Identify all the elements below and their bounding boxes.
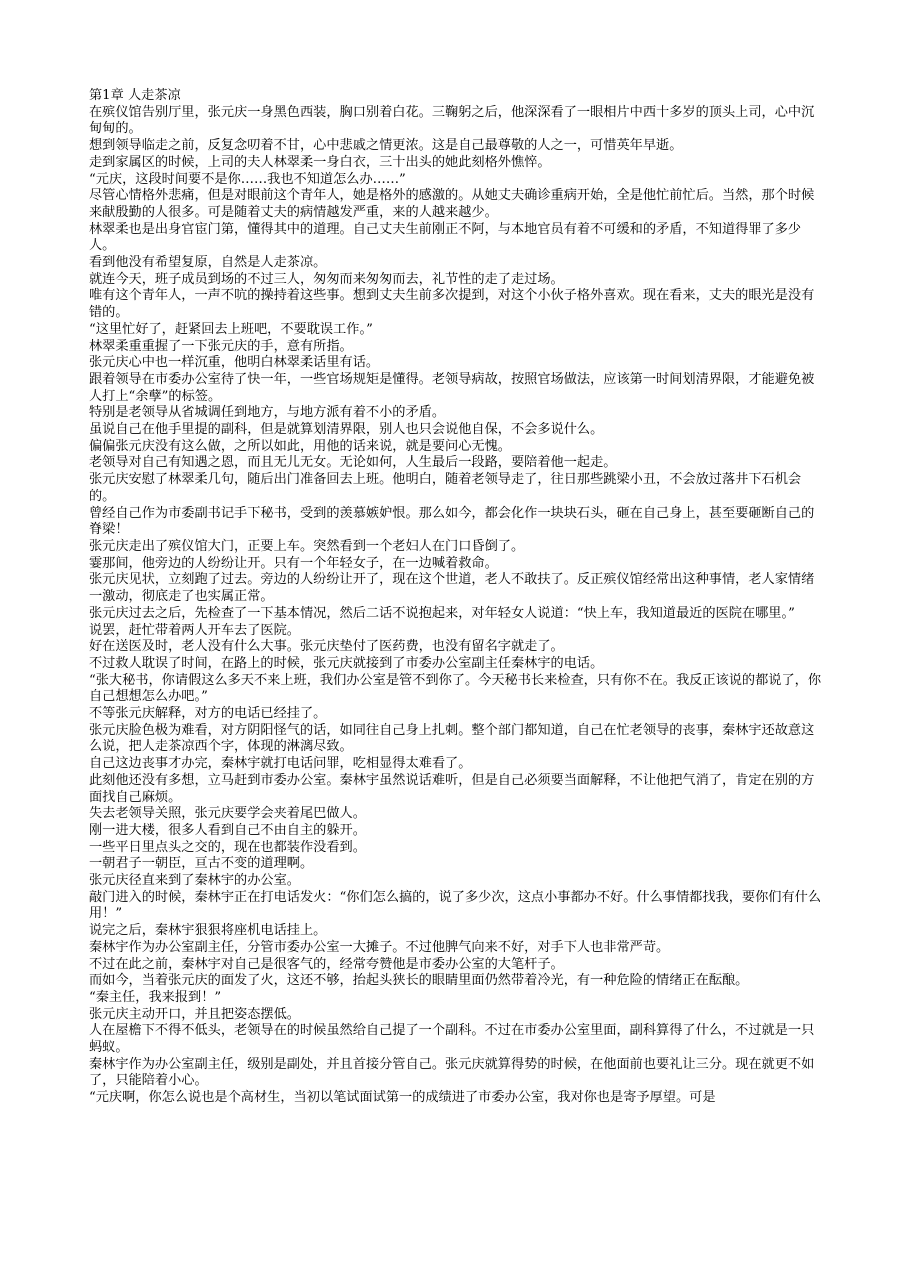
paragraph: 走到家属区的时候，上司的夫人林翠柔一身白衣，三十出头的她此刻格外憔悴。 [89, 154, 551, 170]
paragraph: 失去老领导关照，张元庆要学会夹着尾巴做人。 [89, 806, 366, 822]
paragraph: 偏偏张元庆没有这么做，之所以如此，用他的话来说，就是要问心无愧。 [89, 438, 511, 454]
paragraph: “秦主任，我来报到！” [89, 989, 222, 1005]
paragraph: 尽管心情格外悲痛，但是对眼前这个青年人，她是格外的感激的。从她丈夫确诊重病开始，全是他忙前忙后。当然，那个时候来献殷勤的人很多。可是随着丈夫的病情越发严重，来的人越来越少。 [89, 188, 815, 220]
paragraph: 而如今，当着张元庆的面发了火，这还不够，抬起头狭长的眼睛里面仍然带着冷光，有一种危险的情绪正在酝酿。 [89, 973, 749, 989]
paragraph: 想到领导临走之前，反复念叨着不甘，心中悲戚之情更浓。这是自己最尊敬的人之一，可惜英年早逝。 [89, 138, 683, 154]
paragraph: 张元庆走出了殡仪馆大门，正要上车。突然看到一个老妇人在门口昏倒了。 [89, 538, 525, 554]
paragraph: 张元庆安慰了林翠柔几句，随后出门准备回去上班。他明白，随着老领导走了，往日那些跳梁小丑，不会放过落井下石机会的。 [89, 472, 802, 504]
paragraph: “这里忙好了，赶紧回去上班吧，不要耽误工作。” [89, 321, 373, 337]
paragraph: 自己这边丧事才办完，秦林宇就打电话问罪，吃相显得太难看了。 [89, 756, 472, 772]
paragraph: 曾经自己作为市委副书记手下秘书，受到的羡慕嫉妒恨。那么如今，都会化作一块块石头，砸在自己身上，甚至要砸断自己的脊梁！ [89, 505, 815, 538]
paragraph: 一些平日里点头之交的，现在也都装作没看到。 [89, 839, 366, 855]
paragraph: 特别是老领导从省城调任到地方，与地方派有着不小的矛盾。 [89, 405, 446, 421]
paragraph: 张元庆主动开口，并且把姿态摆低。 [89, 1006, 300, 1022]
paragraph: 不过在此之前，秦林宇对自己是很客气的，经常夸赞他是市委办公室的大笔杆子。 [89, 956, 564, 972]
paragraph: 说完之后，秦林宇狠狠将座机电话挂上。 [89, 923, 327, 939]
paragraph: “元庆啊，你怎么说也是个高材生，当初以笔试面试第一的成绩进了市委办公室，我对你也是寄予厚望。可是 [89, 1090, 716, 1106]
paragraph: 不过救人耽误了时间，在路上的时候，张元庆就接到了市委办公室副主任秦林宇的电话。 [89, 655, 604, 671]
paragraph: 跟着领导在市委办公室待了快一年，一些官场规矩是懂得。老领导病故，按照官场做法，应该第一时间划清界限，才能避免被人打上“余孽”的标签。 [89, 371, 815, 404]
paragraph: 秦林宇作为办公室副主任，级别是副处，并且首接分管自己。张元庆就算得势的时候，在他面前也要礼让三分。现在就更不如了，只能陪着小心。 [89, 1056, 815, 1089]
paragraph: 说罢，赶忙带着两人开车去了医院。 [89, 622, 300, 638]
paragraph: 林翠柔重重握了一下张元庆的手，意有所指。 [89, 338, 353, 354]
paragraph: “张大秘书，你请假这么多天不来上班，我们办公室是管不到你了。今天秘书长来检查，只有你不在。我反正该说的都说了，你自己想想怎么办吧。” [89, 672, 822, 705]
paragraph: 张元庆径直来到了秦林宇的办公室。 [89, 873, 300, 889]
paragraph: 看到他没有希望复原，自然是人走茶凉。 [89, 255, 327, 271]
paragraph: 刚一进大楼，很多人看到自己不由自主的躲开。 [89, 822, 366, 838]
paragraph: 林翠柔也是出身官宦门第，懂得其中的道理。自己丈夫生前刚正不阿，与本地官员有着不可缓和的矛盾，不知道得罪了多少人。 [89, 221, 802, 254]
paragraph: 霎那间，他旁边的人纷纷让开。只有一个年轻女子，在一边喊着救命。 [89, 555, 498, 571]
paragraph: 一朝君子一朝臣，亘古不变的道理啊。 [89, 856, 314, 872]
paragraph: “元庆，这段时间要不是你……我也不知道怎么办……” [89, 171, 406, 187]
paragraph: 老领导对自己有知遇之恩，而且无儿无女。无论如何，人生最后一段路，要陪着他一起走。 [89, 455, 617, 471]
chapter-body [89, 105, 824, 1107]
paragraph: 张元庆过去之后，先检查了一下基本情况，然后二话不说抱起来，对年轻女人说道：“快上车，我知道最近的医院在哪里。” [89, 605, 795, 621]
paragraph: 虽说自己在他手里提的副科，但是就算划清界限，别人也只会说他自保，不会多说什么。 [89, 422, 604, 438]
paragraph: 好在送医及时，老人没有什么大事。张元庆垫付了医药费，也没有留名字就走了。 [89, 639, 564, 655]
paragraph: 不等张元庆解释，对方的电话已经挂了。 [89, 706, 327, 722]
paragraph: 此刻他还没有多想，立马赶到市委办公室。秦林宇虽然说话难听，但是自己必须要当面解释，不让他把气消了，肯定在别的方面找自己麻烦。 [89, 772, 815, 805]
paragraph: 张元庆心中也一样沉重，他明白林翠柔话里有话。 [89, 355, 380, 371]
paragraph: 就连今天，班子成员到场的不过三人，匆匆而来匆匆而去，礼节性的走了走过场。 [89, 271, 564, 287]
paragraph: 人在屋檐下不得不低头，老领导在的时候虽然给自己提了一个副科。不过在市委办公室里面，副科算得了什么，不过就是一只蚂蚁。 [89, 1023, 815, 1056]
paragraph: 唯有这个青年人，一声不吭的操持着这些事。想到丈夫生前多次提到，对这个小伙子格外喜欢。现在看来，丈夫的眼光是没有错的。 [89, 288, 815, 321]
chapter-title: 第1章 人走茶凉 [89, 88, 181, 103]
paragraph: 张元庆见状，立刻跑了过去。旁边的人纷纷让开了，现在这个世道，老人不敢扶了。反正殡仪馆经常出这种事情，老人家情绪一激动，彻底走了也实属正常。 [89, 572, 815, 605]
paragraph: 在殡仪馆告别厅里，张元庆一身黑色西装，胸口别着白花。三鞠躬之后，他深深看了一眼相片中西十多岁的顶头上司，心中沉甸甸的。 [89, 104, 815, 137]
document-page [89, 88, 824, 1107]
paragraph: 张元庆脸色极为难看，对方阴阳怪气的话，如同往自己身上扎刺。整个部门都知道，自己在忙老领导的丧事，秦林宇还故意这么说，把人走茶凉西个字，体现的淋漓尽致。 [89, 722, 815, 755]
paragraph: 秦林宇作为办公室副主任，分管市委办公室一大摊子。不过他脾气向来不好，对手下人也非常严苛。 [89, 939, 670, 955]
paragraph: 敲门进入的时候，秦林宇正在打电话发火：“你们怎么搞的，说了多少次，这点小事都办不好。什么事情都找我，要你们有什么用！” [89, 889, 822, 922]
